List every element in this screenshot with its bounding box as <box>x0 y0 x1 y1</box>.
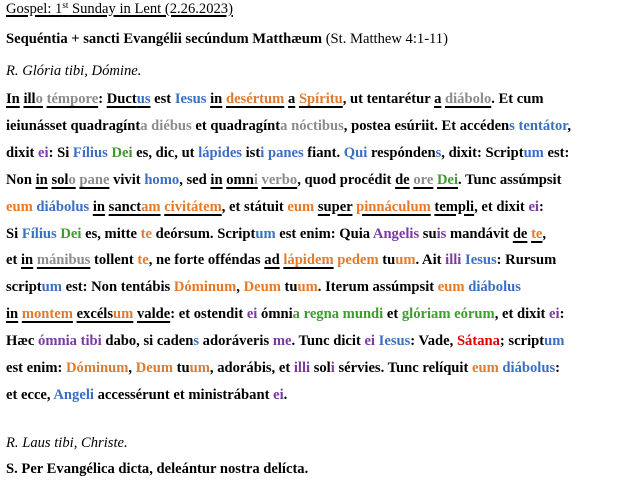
text-segment: glóriam <box>401 306 451 323</box>
text-segment: diábolus <box>502 360 556 376</box>
text-segment: respónden <box>367 144 436 161</box>
text-segment: s <box>193 333 200 350</box>
text-segment: ei <box>528 198 539 215</box>
text-segment: pedem <box>337 252 379 269</box>
gospel-heading <box>6 30 448 48</box>
text-segment: me <box>272 333 292 350</box>
text-segment: . Et cum <box>491 91 544 107</box>
text-segment: est: <box>543 144 570 161</box>
text-segment: fiant. <box>303 144 344 161</box>
text-segment: mánibus <box>36 252 91 269</box>
text-segment: s <box>435 144 442 161</box>
text-segment: . Iterum assúmpsit <box>317 279 438 296</box>
text-segment: civitátem <box>164 198 222 215</box>
text-segment: in <box>6 306 19 323</box>
text-segment: i <box>330 360 335 376</box>
text-segment: s <box>509 117 515 134</box>
text-segment: us <box>136 91 151 107</box>
text-segment: um <box>523 144 544 161</box>
response-laus: R. Laus tibi, Christe. <box>6 435 128 451</box>
text-segment: ei <box>246 306 258 323</box>
text-segment: a <box>292 306 300 323</box>
text-segment: Iesus <box>465 252 497 269</box>
text-segment: Angeli <box>53 386 94 403</box>
text-segment: te <box>140 225 152 242</box>
text-segment: est: Non tentábis <box>61 279 174 296</box>
text-segment: , <box>542 225 547 242</box>
text-segment: in <box>92 198 105 215</box>
text-segment: ei <box>273 386 284 403</box>
text-segment: : Rursum <box>496 252 557 269</box>
gospel-line <box>6 359 560 377</box>
text-segment: homo <box>144 171 180 188</box>
gospel-line <box>6 117 571 135</box>
text-segment: sol <box>51 171 69 188</box>
text-segment: , ut tentarétur <box>342 91 435 107</box>
gospel-line <box>6 198 544 216</box>
heading-reference: (St. Matthew 4:1-11) <box>322 31 448 47</box>
text-segment: Fílius <box>21 225 57 242</box>
text-segment: Si <box>6 225 22 242</box>
text-segment: tibi <box>80 333 102 350</box>
text-segment: in <box>21 252 34 269</box>
text-segment: ; script <box>499 333 545 350</box>
text-segment: , <box>567 117 572 134</box>
text-segment: deórsum. Script <box>151 225 256 242</box>
text-segment: , adorábis, et <box>209 360 294 376</box>
text-segment: panes <box>267 144 304 161</box>
text-segment: est enim: Quia <box>275 225 373 242</box>
text-segment: ad <box>264 252 280 269</box>
text-segment: um <box>297 279 318 296</box>
text-segment: lápidem <box>283 252 334 269</box>
text-segment: : <box>98 91 107 107</box>
text-segment: tu <box>173 360 190 376</box>
text-segment: Fílius <box>72 144 108 161</box>
gospel-line <box>6 171 561 189</box>
text-segment: : Vade, <box>410 333 457 350</box>
text-segment: In <box>6 91 20 107</box>
text-segment: am <box>141 198 161 215</box>
text-segment: : Si <box>48 144 73 161</box>
text-segment: ei <box>364 333 375 350</box>
text-segment: eórum <box>454 306 495 323</box>
text-segment: sérvies. Tunc relíquit <box>334 360 472 376</box>
text-segment: et <box>383 306 402 323</box>
text-segment: excéls <box>76 306 114 323</box>
text-segment: Dei <box>111 144 133 161</box>
text-segment: : et ostendit <box>170 306 247 323</box>
text-segment: Angelis <box>372 225 420 242</box>
text-segment: tu <box>378 252 396 269</box>
text-segment: , quod procédit <box>297 171 396 188</box>
text-segment: ei <box>38 144 49 161</box>
text-segment: Deum <box>135 360 174 376</box>
gospel-line <box>6 278 521 296</box>
text-segment: um <box>189 360 210 376</box>
text-segment: eum <box>437 279 465 296</box>
text-segment: : <box>539 198 544 215</box>
text-segment: super <box>317 198 353 215</box>
text-segment: mandávit <box>446 225 513 242</box>
text-segment: omn <box>226 171 254 188</box>
text-segment: Sátana <box>456 333 500 350</box>
text-segment: in <box>35 171 48 188</box>
text-segment: : <box>559 306 565 323</box>
text-segment: , sed <box>179 171 211 188</box>
text-segment: ómni <box>257 306 293 323</box>
text-segment: verbo <box>261 171 298 188</box>
text-segment: : <box>555 360 561 376</box>
text-segment: script <box>6 279 42 296</box>
text-segment: . Tunc dicit <box>291 333 365 350</box>
text-segment: tentátor <box>518 117 568 134</box>
text-segment: eum <box>472 360 499 376</box>
text-segment: Duct <box>106 91 137 107</box>
text-segment: um <box>544 333 565 350</box>
text-segment: diábolo <box>445 91 492 107</box>
text-segment: . Ait <box>415 252 446 269</box>
text-segment: est <box>150 91 175 107</box>
gospel-line <box>6 305 564 323</box>
text-segment: es, mitte <box>81 225 141 242</box>
text-segment: desértum <box>225 91 285 107</box>
text-segment: tu <box>280 279 298 296</box>
text-segment: te <box>531 225 543 242</box>
title-underlined: Gospel: 1st Sunday in Lent (2.26.2023) <box>6 0 233 17</box>
text-segment: , et dixit <box>474 198 529 215</box>
text-segment: diábolus <box>468 279 521 296</box>
text-segment: sanct <box>108 198 142 215</box>
text-segment: a <box>280 117 288 134</box>
text-segment: , et dixit <box>494 306 550 323</box>
text-segment: Dei <box>60 225 82 242</box>
text-segment: o <box>35 91 43 107</box>
text-segment: i <box>253 171 258 188</box>
text-segment: Non <box>6 171 36 188</box>
text-segment: , postea esúriit. Et accéden <box>343 117 510 134</box>
text-segment: est enim: <box>6 360 66 376</box>
text-segment: i <box>260 144 265 161</box>
text-segment: in <box>210 171 223 188</box>
closing-prayer: S. Per Evangélica dicta, deleántur nostra delícta. <box>6 461 309 477</box>
text-segment: um <box>113 306 134 323</box>
gospel-line <box>6 386 287 404</box>
text-segment: a <box>434 91 442 107</box>
text-segment: ore <box>413 171 434 188</box>
text-segment: Spíritu <box>298 91 343 107</box>
page-title <box>6 0 233 18</box>
text-segment: , et státuit <box>221 198 288 215</box>
text-segment: eum <box>287 198 315 215</box>
text-segment: , dixit: Script <box>441 144 524 161</box>
text-segment: um <box>255 225 276 242</box>
text-segment: eum <box>6 198 33 215</box>
text-segment: Dóminum <box>65 360 129 376</box>
text-segment: vivit <box>109 171 145 188</box>
gospel-line <box>6 225 546 243</box>
text-segment: mundi <box>342 306 384 323</box>
text-segment: ill <box>23 91 36 107</box>
text-segment: illi <box>445 252 462 269</box>
text-segment: lápides <box>198 144 242 161</box>
text-segment: te <box>137 252 149 269</box>
text-segment: de <box>395 171 410 188</box>
title-superscript: st <box>62 0 69 10</box>
gospel-line <box>6 251 556 269</box>
text-segment: ist <box>241 144 261 161</box>
text-segment: et quadragínt <box>191 117 281 134</box>
text-segment: ieiunásset quadragínt <box>6 117 141 134</box>
text-segment: ei <box>549 306 560 323</box>
text-segment: diébus <box>151 117 192 134</box>
text-segment: adoráveris <box>199 333 273 350</box>
text-segment: . Tunc assúmpsit <box>458 171 562 188</box>
text-segment: a <box>287 91 296 107</box>
text-segment: et <box>6 252 21 269</box>
text-segment: , ne forte offéndas <box>148 252 265 269</box>
gospel-line <box>6 332 564 350</box>
text-segment: et ecce, <box>6 386 54 403</box>
text-segment: montem <box>21 306 73 323</box>
text-segment: Dóminum <box>173 279 237 296</box>
text-segment: , <box>128 360 136 376</box>
text-segment: Iesus <box>174 91 207 107</box>
text-segment: o <box>68 171 76 188</box>
text-segment: is <box>436 225 447 242</box>
text-segment: valde <box>136 306 171 323</box>
heading-bold: Sequéntia + sancti Evangélii secúndum Matthæum <box>6 31 323 47</box>
text-segment: es, dic, ut <box>132 144 199 161</box>
text-segment: Qui <box>343 144 368 161</box>
text-segment: , <box>236 279 244 296</box>
text-segment: regna <box>303 306 340 323</box>
text-segment: a <box>140 117 148 134</box>
text-segment: de <box>512 225 528 242</box>
text-segment: um <box>395 252 416 269</box>
text-segment: illi <box>293 360 311 376</box>
text-segment: templi <box>434 198 475 215</box>
gospel-line <box>6 90 544 108</box>
text-segment: ómnia <box>38 333 77 350</box>
text-segment: témpore <box>46 91 99 107</box>
text-segment: . <box>283 386 288 403</box>
text-segment: Iesus <box>378 333 411 350</box>
text-segment: tollent <box>90 252 138 269</box>
text-segment: nóctibus <box>291 117 344 134</box>
gospel-line <box>6 144 569 162</box>
text-segment: sol <box>310 360 331 376</box>
text-segment: diábolus <box>36 198 90 215</box>
response-gloria: R. Glória tibi, Dómine. <box>6 63 142 79</box>
text-segment: Hæc <box>6 333 39 350</box>
text-segment: pane <box>79 171 110 188</box>
text-segment: Deum <box>243 279 281 296</box>
text-segment: accessérunt et ministrábant <box>93 386 274 403</box>
text-segment: su <box>419 225 437 242</box>
text-segment: Dei <box>436 171 459 188</box>
text-segment: pinnáculum <box>356 198 431 215</box>
text-segment: um <box>41 279 62 296</box>
text-segment: in <box>210 91 223 107</box>
text-segment: dixit <box>6 144 39 161</box>
text-segment: dabo, si caden <box>101 333 194 350</box>
